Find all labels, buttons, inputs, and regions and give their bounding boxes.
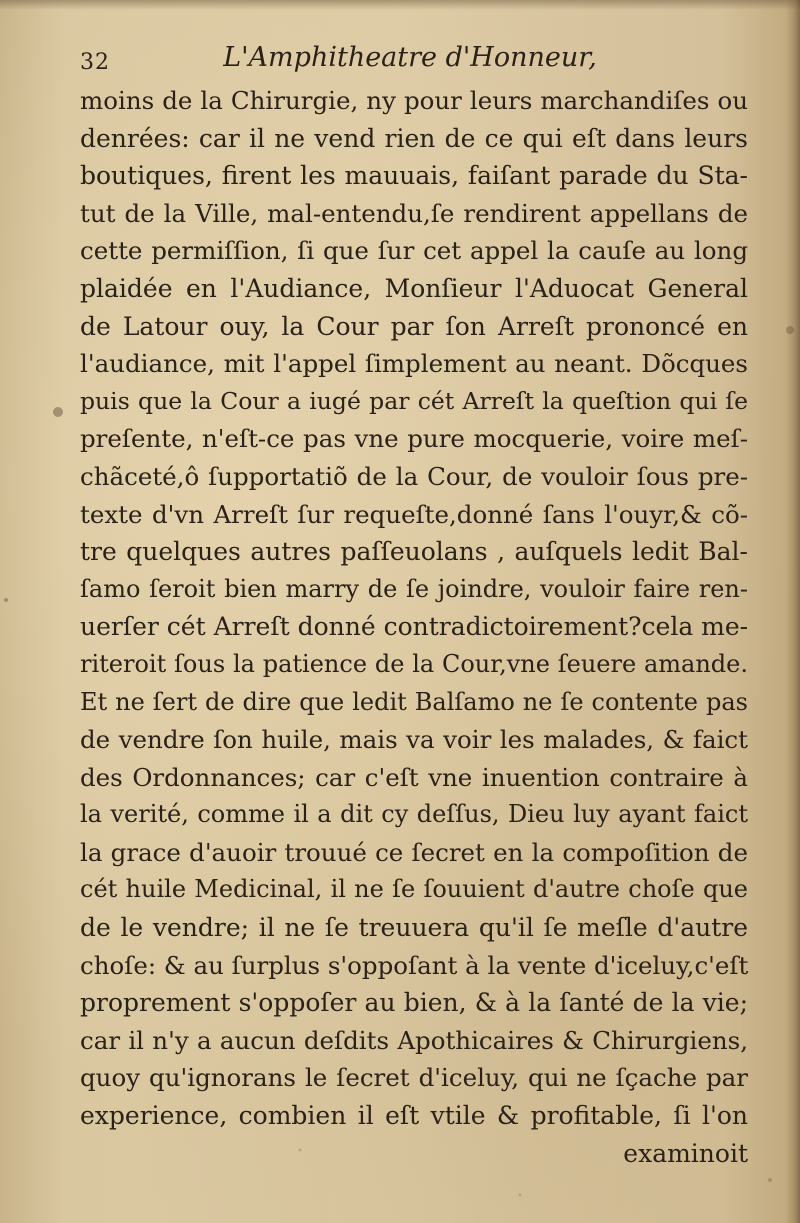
- text-line: puis que la Cour a iugé par cét Arreſt la queſtion qui ſe: [80, 386, 748, 415]
- text-line: l'audiance, mit l'appel ſimplement au neant. Dõcques: [80, 349, 748, 379]
- text-line: des Ordonnances; car c'eſt vne inuention contraire à: [80, 762, 748, 792]
- page-header: [80, 40, 740, 80]
- catchword: examinoit: [623, 1138, 748, 1168]
- text-line: cette permiſſion, ſi que ſur cet appel la cauſe au long: [80, 236, 748, 266]
- page-number: 32: [80, 50, 110, 75]
- text-line: de vendre ſon huile, mais va voir les malades, & faict: [80, 725, 748, 755]
- text-line: de le vendre; il ne ſe treuuera qu'il ſe meſle d'autre: [80, 913, 748, 943]
- page-top-shadow: [0, 0, 800, 10]
- text-line: tre quelques autres paſſeuolans , auſquels ledit Bal-: [80, 537, 748, 567]
- text-line: experience, combien il eſt vtile & profitable, ſi l'on: [80, 1101, 748, 1131]
- text-line: car il n'y a aucun deſdits Apothicaires & Chirurgiens,: [80, 1025, 748, 1055]
- body-text: [80, 82, 748, 1172]
- running-title: L'Amphitheatre d'Honneur,: [223, 42, 597, 73]
- text-line: proprement s'oppoſer au bien, & à la ſanté de la vie;: [80, 988, 748, 1018]
- text-line: riteroit ſous la patience de la Cour,vne ſeuere amande.: [80, 649, 748, 678]
- text-line: chãceté,ô ſupportatiõ de la Cour, de vouloir ſous pre-: [80, 461, 748, 491]
- text-line: Et ne ſert de dire que ledit Balſamo ne ſe contente pas: [80, 687, 748, 716]
- text-line: tut de la Ville, mal-entendu,ſe rendirent appellans de: [80, 198, 748, 228]
- text-line: moins de la Chirurgie, ny pour leurs marchandiſes ou: [80, 86, 748, 115]
- text-line: denrées: car il ne vend rien de ce qui eſt dans leurs: [80, 123, 748, 153]
- text-line: preſente, n'eſt-ce pas vne pure mocquerie, voire meſ-: [80, 424, 748, 454]
- text-line: choſe: & au ſurplus s'oppoſant à la vente d'iceluy,c'eſt: [80, 950, 749, 980]
- text-line: cét huile Medicinal, il ne ſe ſouuient d'autre choſe que: [80, 875, 748, 904]
- text-line: de Latour ouy, la Cour par ſon Arreſt prononcé en: [80, 311, 748, 341]
- text-line: uerſer cét Arreſt donné contradictoirement?cela me-: [80, 612, 749, 642]
- text-line: ſamo ſeroit bien marry de ſe joindre, vouloir faire ren-: [80, 574, 748, 603]
- page-right-edge-shadow: [786, 0, 800, 1223]
- text-line: texte d'vn Arreſt ſur requeſte,donné ſans l'ouyr,& cõ-: [80, 499, 748, 529]
- text-line: la verité, comme il a dit cy deſſus, Dieu luy ayant faict: [80, 800, 748, 829]
- text-line: la grace d'auoir trouué ce ſecret en la compoſition de: [80, 837, 748, 867]
- text-line: plaidée en l'Audiance, Monſieur l'Aduocat General: [80, 273, 748, 303]
- text-line: quoy qu'ignorans le ſecret d'iceluy, qui ne ſçache par: [80, 1063, 748, 1093]
- text-line: boutiques, firent les mauuais, faiſant parade du Sta-: [80, 161, 748, 191]
